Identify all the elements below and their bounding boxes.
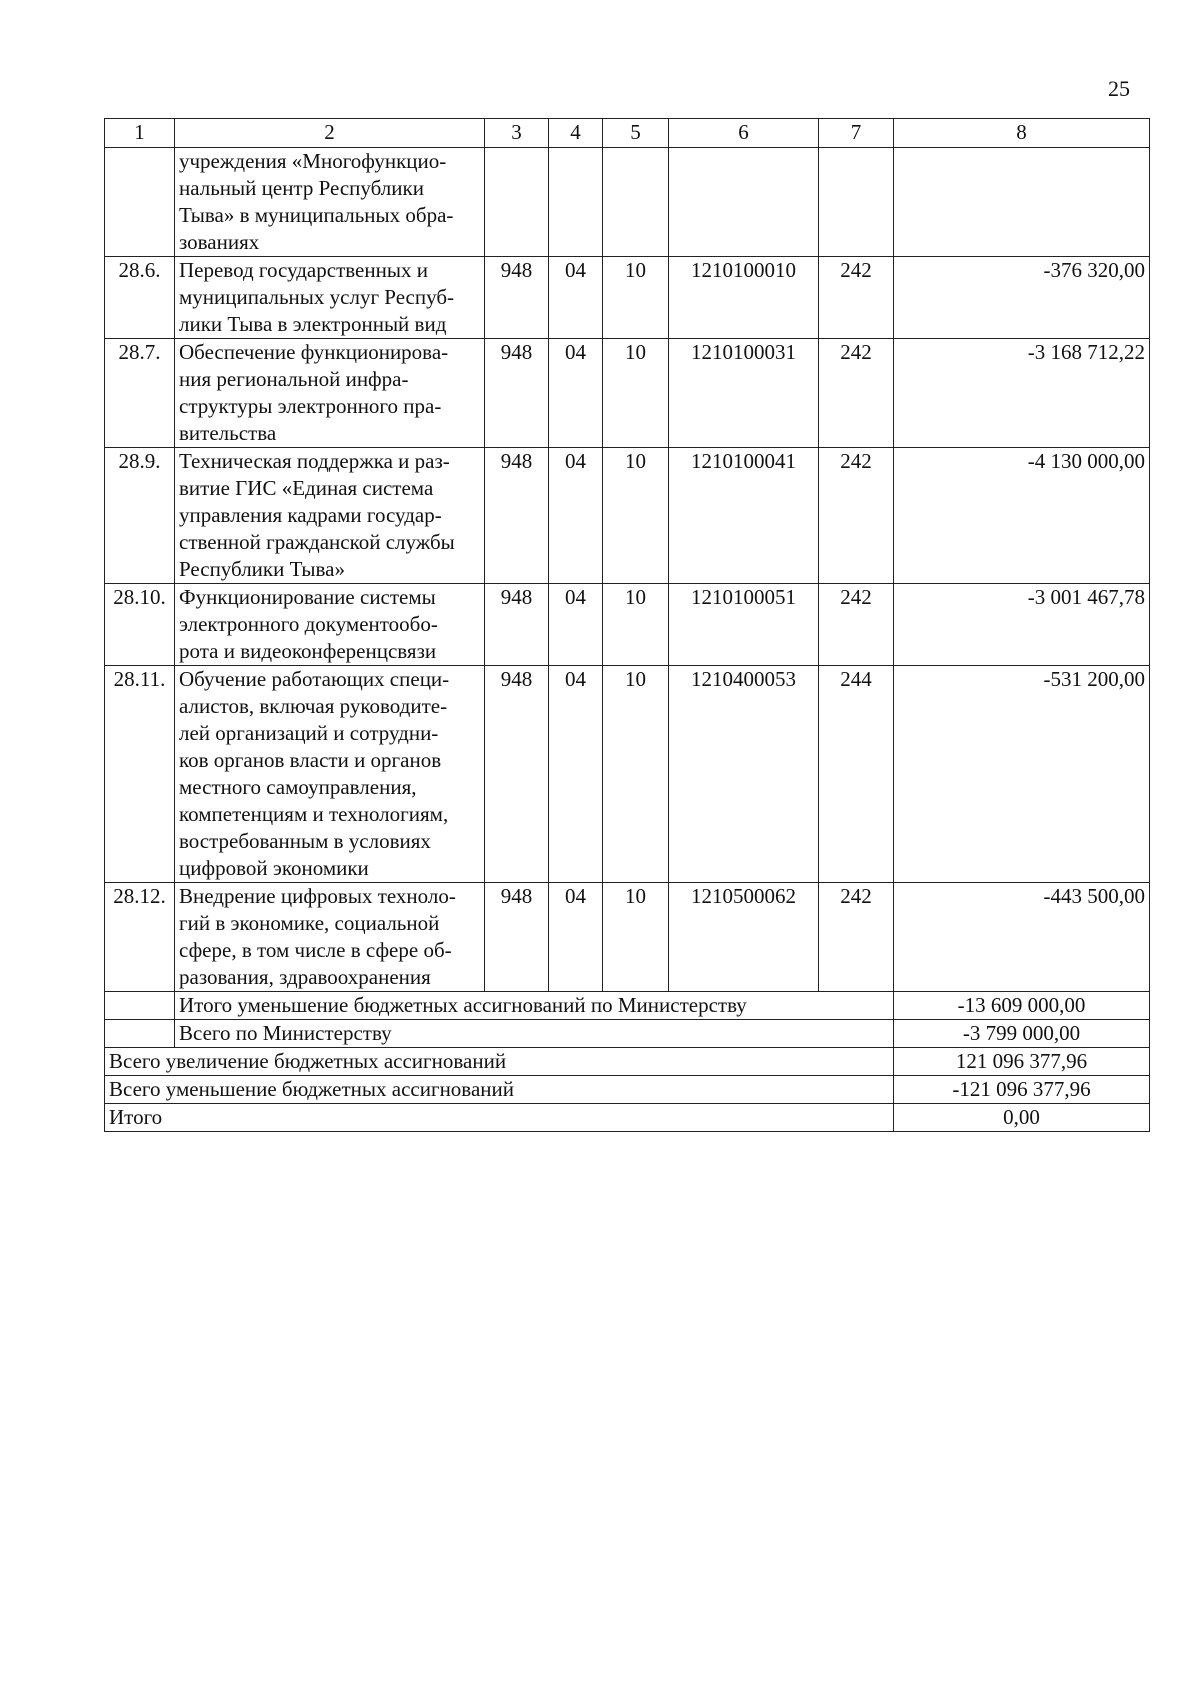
total-amount: -121 096 377,96 <box>894 1076 1150 1104</box>
cell-col4: 04 <box>549 339 603 448</box>
cell-col7: 242 <box>819 584 894 666</box>
row-description <box>175 148 485 257</box>
description-line: Техническая поддержка и раз- <box>179 449 450 473</box>
description-line: ственной гражданской службы <box>179 530 455 554</box>
empty-cell <box>819 148 894 257</box>
cell-col5: 10 <box>603 584 669 666</box>
description-line: структуры электронного пра- <box>179 394 442 418</box>
row-number: 28.7. <box>105 339 175 448</box>
table-row <box>105 148 1150 257</box>
row-number: 28.9. <box>105 448 175 584</box>
table-row <box>105 584 1150 666</box>
row-description <box>175 883 485 992</box>
total-row <box>105 1048 1150 1076</box>
empty-cell <box>894 148 1150 257</box>
empty-cell <box>105 992 175 1020</box>
total-label: Всего увеличение бюджетных ассигнований <box>105 1048 894 1076</box>
cell-amount: -3 001 467,78 <box>894 584 1150 666</box>
description-line: Внедрение цифровых техноло- <box>179 884 456 908</box>
row-number: 28.11. <box>105 666 175 883</box>
row-number: 28.12. <box>105 883 175 992</box>
description-line: Республики Тыва» <box>179 557 345 581</box>
row-description <box>175 257 485 339</box>
row-number: 28.6. <box>105 257 175 339</box>
description-line: ния региональной инфра- <box>179 367 409 391</box>
cell-col7: 242 <box>819 448 894 584</box>
description-line: алистов, включая руководите- <box>179 694 448 718</box>
header-cell: 5 <box>603 119 669 148</box>
header-cell: 1 <box>105 119 175 148</box>
cell-col3: 948 <box>485 448 549 584</box>
description-line: Перевод государственных и <box>179 258 428 282</box>
cell-col7: 242 <box>819 883 894 992</box>
table-row <box>105 448 1150 584</box>
description-line: Тыва» в муниципальных обра- <box>179 203 454 227</box>
total-label: Итого <box>105 1104 894 1132</box>
cell-col3: 948 <box>485 257 549 339</box>
cell-col6: 1210500062 <box>669 883 819 992</box>
cell-col6: 1210100041 <box>669 448 819 584</box>
total-amount: 121 096 377,96 <box>894 1048 1150 1076</box>
cell-col4: 04 <box>549 448 603 584</box>
header-cell: 4 <box>549 119 603 148</box>
description-line: витие ГИС «Единая система <box>179 476 434 500</box>
summary-amount: -13 609 000,00 <box>894 992 1150 1020</box>
cell-col5: 10 <box>603 339 669 448</box>
table-row <box>105 883 1150 992</box>
description-line: разования, здравоохранения <box>179 965 431 989</box>
cell-col6: 1210400053 <box>669 666 819 883</box>
description-line: местного самоуправления, <box>179 775 417 799</box>
table-row <box>105 257 1150 339</box>
description-line: гий в экономике, социальной <box>179 911 440 935</box>
header-cell: 3 <box>485 119 549 148</box>
summary-row <box>105 1020 1150 1048</box>
cell-amount: -531 200,00 <box>894 666 1150 883</box>
cell-amount: -4 130 000,00 <box>894 448 1150 584</box>
description-line: ков органов власти и органов <box>179 748 442 772</box>
cell-col5: 10 <box>603 883 669 992</box>
header-cell: 7 <box>819 119 894 148</box>
budget-table <box>104 118 1150 1132</box>
description-line: востребованным в условиях <box>179 829 431 853</box>
summary-label: Всего по Министерству <box>175 1020 894 1048</box>
cell-col7: 242 <box>819 257 894 339</box>
description-line: управления кадрами государ- <box>179 503 442 527</box>
total-row <box>105 1076 1150 1104</box>
cell-col5: 10 <box>603 448 669 584</box>
cell-col3: 948 <box>485 883 549 992</box>
description-line: Обучение работающих специ- <box>179 667 450 691</box>
cell-col5: 10 <box>603 257 669 339</box>
header-cell: 2 <box>175 119 485 148</box>
cell-col7: 244 <box>819 666 894 883</box>
summary-label: Итого уменьшение бюджетных ассигнований по Министерству <box>175 992 894 1020</box>
cell-col6: 1210100010 <box>669 257 819 339</box>
table-row <box>105 339 1150 448</box>
cell-col3: 948 <box>485 666 549 883</box>
cell-col4: 04 <box>549 666 603 883</box>
summary-amount: -3 799 000,00 <box>894 1020 1150 1048</box>
cell-col4: 04 <box>549 584 603 666</box>
description-line: компетенциям и технологиям, <box>179 802 449 826</box>
empty-cell <box>485 148 549 257</box>
cell-amount: -376 320,00 <box>894 257 1150 339</box>
cell-col6: 1210100051 <box>669 584 819 666</box>
total-label: Всего уменьшение бюджетных ассигнований <box>105 1076 894 1104</box>
cell-col4: 04 <box>549 257 603 339</box>
row-number: 28.10. <box>105 584 175 666</box>
description-line: Обеспечение функционирова- <box>179 340 449 364</box>
empty-cell <box>603 148 669 257</box>
cell-amount: -443 500,00 <box>894 883 1150 992</box>
cell-col3: 948 <box>485 584 549 666</box>
description-line: вительства <box>179 421 277 445</box>
description-line: зованиях <box>179 230 260 254</box>
total-amount: 0,00 <box>894 1104 1150 1132</box>
empty-cell <box>669 148 819 257</box>
description-line: лики Тыва в электронный вид <box>179 312 447 336</box>
description-line: муниципальных услуг Респуб- <box>179 285 455 309</box>
description-line: учреждения «Многофункцио- <box>179 149 447 173</box>
empty-cell <box>105 1020 175 1048</box>
cell-col4: 04 <box>549 883 603 992</box>
cell-col5: 10 <box>603 666 669 883</box>
row-description <box>175 448 485 584</box>
cell-col3: 948 <box>485 339 549 448</box>
table-row <box>105 666 1150 883</box>
row-number <box>105 148 175 257</box>
description-line: лей организаций и сотрудни- <box>179 721 439 745</box>
description-line: нальный центр Республики <box>179 176 424 200</box>
row-description <box>175 339 485 448</box>
row-description <box>175 666 485 883</box>
cell-col6: 1210100031 <box>669 339 819 448</box>
empty-cell <box>549 148 603 257</box>
description-line: цифровой экономики <box>179 856 369 880</box>
description-line: Функционирование системы <box>179 585 436 609</box>
header-cell: 6 <box>669 119 819 148</box>
cell-amount: -3 168 712,22 <box>894 339 1150 448</box>
description-line: сфере, в том числе в сфере об- <box>179 938 452 962</box>
total-row <box>105 1104 1150 1132</box>
description-line: рота и видеоконференцсвязи <box>179 639 437 663</box>
cell-col7: 242 <box>819 339 894 448</box>
header-cell: 8 <box>894 119 1150 148</box>
page-number: 25 <box>1108 76 1130 101</box>
summary-row <box>105 992 1150 1020</box>
description-line: электронного документообо- <box>179 612 438 636</box>
row-description <box>175 584 485 666</box>
header-row <box>105 119 1150 148</box>
